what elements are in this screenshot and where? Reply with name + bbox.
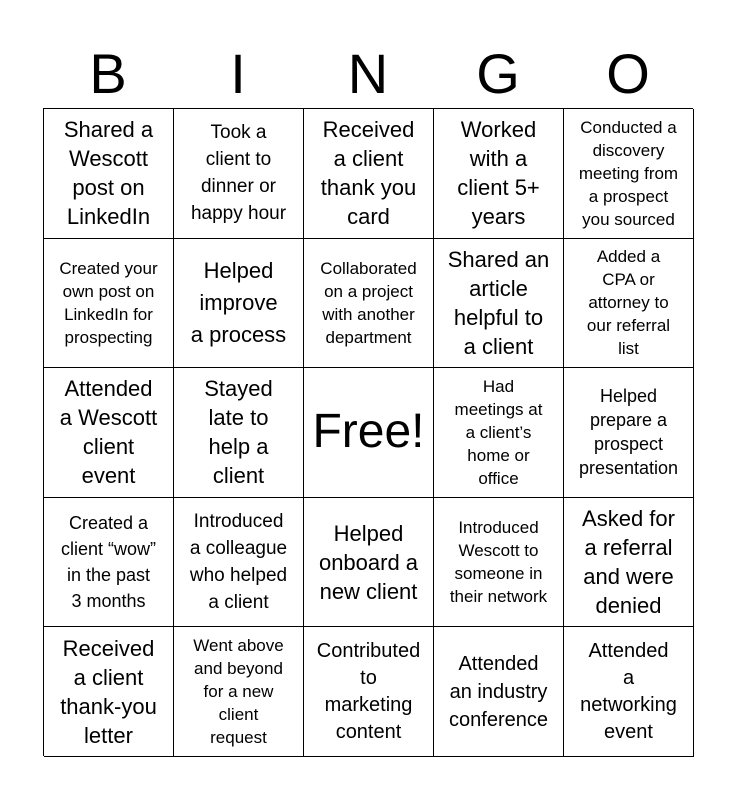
bingo-cell[interactable] <box>434 627 564 757</box>
cell-text: Introduced Wescott to someone in their network <box>449 518 548 607</box>
cell-text: Stayed late to help a client <box>204 376 273 489</box>
header-letter-o: O <box>606 42 650 105</box>
bingo-cell[interactable] <box>434 368 564 498</box>
cell-text: Attended a networking event <box>580 639 677 743</box>
bingo-header <box>43 40 693 108</box>
bingo-cell[interactable] <box>44 239 174 369</box>
bingo-cell[interactable] <box>44 627 174 757</box>
cell-text: Added a CPA or attorney to our referral list <box>586 247 671 359</box>
bingo-cell[interactable] <box>44 109 174 239</box>
bingo-cell[interactable] <box>174 109 304 239</box>
cell-text: Created your own post on LinkedIn for prospecting <box>59 258 158 347</box>
bingo-cell[interactable] <box>564 239 694 369</box>
cell-text: Had meetings at a client’s home or office <box>454 376 543 488</box>
bingo-cell[interactable] <box>44 498 174 628</box>
cell-text: Created a client “wow” in the past 3 months <box>60 513 157 612</box>
bingo-cell[interactable] <box>304 627 434 757</box>
bingo-grid <box>43 108 693 756</box>
bingo-cell[interactable] <box>304 498 434 628</box>
cell-text: Asked for a referral and were denied <box>582 506 675 619</box>
bingo-cell[interactable] <box>434 109 564 239</box>
cell-text: Worked with a client 5+ years <box>457 117 540 230</box>
bingo-cell[interactable] <box>304 239 434 369</box>
free-space-text: Free! <box>312 405 425 459</box>
cell-text: Took a client to dinner or happy hour <box>190 122 287 225</box>
bingo-cell[interactable] <box>434 498 564 628</box>
bingo-cell[interactable] <box>564 109 694 239</box>
bingo-cell[interactable] <box>434 239 564 369</box>
bingo-cell[interactable] <box>174 627 304 757</box>
header-letter-b: B <box>89 42 127 105</box>
bingo-cell[interactable] <box>44 368 174 498</box>
cell-text: Shared an article helpful to a client <box>447 246 550 359</box>
cell-text: Received a client thank you card <box>320 117 417 230</box>
cell-text: Introduced a colleague who helped a client <box>189 511 288 614</box>
header-letter-n: N <box>347 42 389 105</box>
cell-text: Contributed to marketing content <box>316 639 421 743</box>
header-letter-i: I <box>230 42 246 105</box>
bingo-cell[interactable] <box>564 368 694 498</box>
bingo-cell[interactable] <box>304 109 434 239</box>
cell-text: Helped onboard a new client <box>318 520 419 604</box>
bingo-cell[interactable] <box>564 627 694 757</box>
cell-text: Went above and beyond for a new client request <box>193 636 284 748</box>
cell-text: Conducted a discovery meeting from a prospect you sourced <box>578 117 679 229</box>
bingo-cell[interactable] <box>174 368 304 498</box>
bingo-cell[interactable] <box>564 498 694 628</box>
cell-text: Attended an industry conference <box>449 652 548 731</box>
cell-text: Helped improve a process <box>190 257 287 347</box>
cell-text: Helped prepare a prospect presentation <box>578 386 679 479</box>
free-space-cell[interactable] <box>304 368 434 498</box>
cell-text: Collaborated on a project with another department <box>320 258 417 347</box>
header-letter-g: G <box>476 42 520 105</box>
bingo-cell[interactable] <box>174 239 304 369</box>
cell-text: Shared a Wescott post on LinkedIn <box>63 117 154 230</box>
bingo-cell[interactable] <box>174 498 304 628</box>
cell-text: Attended a Wescott client event <box>59 376 158 489</box>
cell-text: Received a client thank-you letter <box>60 635 157 748</box>
